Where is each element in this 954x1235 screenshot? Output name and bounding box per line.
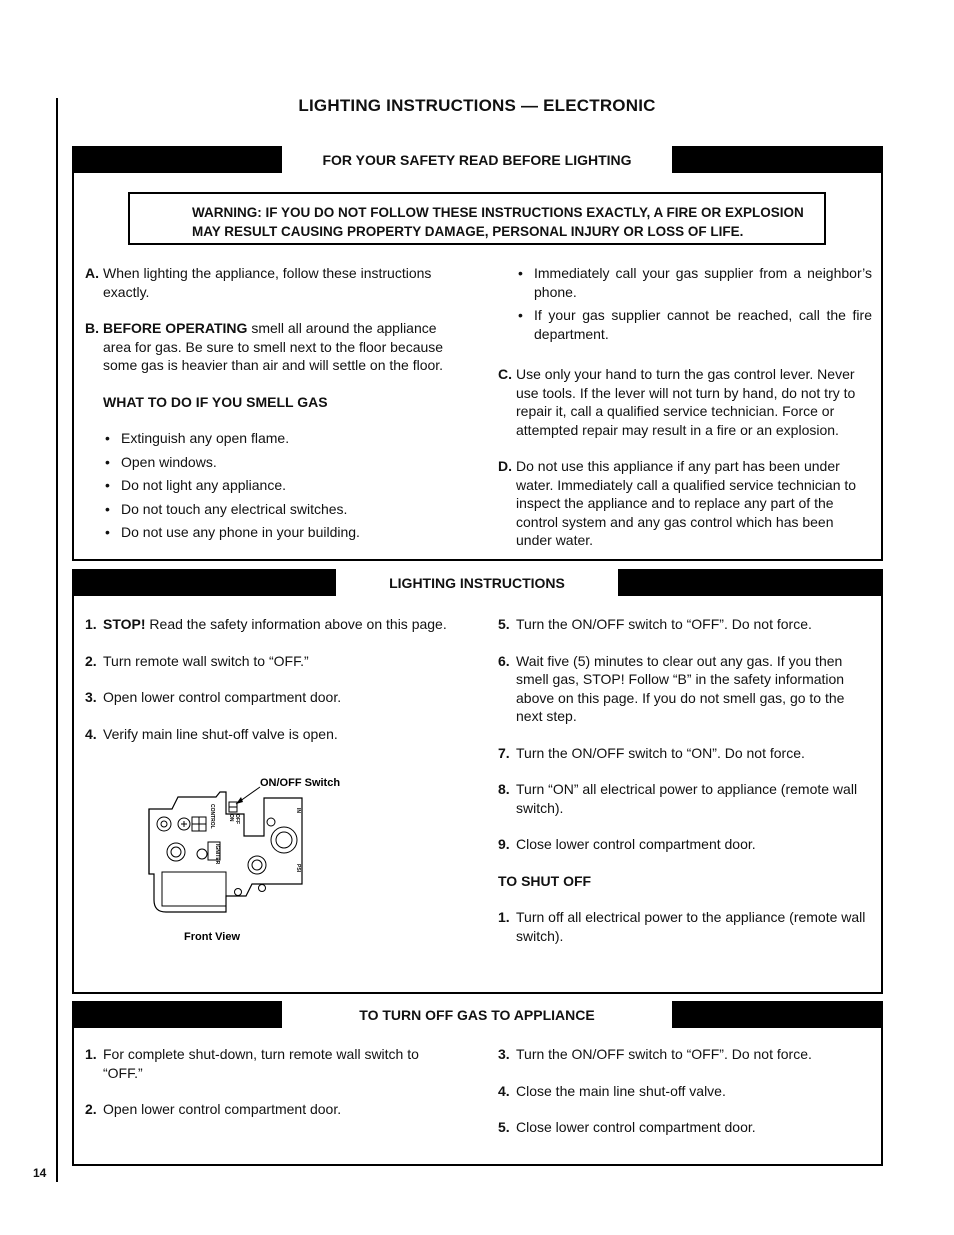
off-label: OFF bbox=[234, 814, 240, 824]
step-marker: 1. bbox=[85, 1046, 97, 1062]
front-view-caption: Front View bbox=[184, 931, 241, 943]
item-text: Use only your hand to turn the gas control lever. Never use tools. If the lever will not turn by hand, do not try to repair it, call a qualified service technician. Force or attempted repair may result in a fire or an explosion. bbox=[516, 366, 856, 438]
step-text: Open lower control compartment door. bbox=[103, 1101, 342, 1117]
list-item: • Do not touch any electrical switches. bbox=[105, 500, 348, 517]
outlet-port bbox=[248, 856, 266, 874]
turn-off-right-column bbox=[498, 1045, 872, 1155]
knob-center bbox=[171, 847, 181, 857]
step-marker: 8. bbox=[498, 781, 510, 797]
turn-off-step-5 bbox=[498, 1118, 872, 1137]
lighting-step-1 bbox=[85, 615, 465, 634]
safety-item-a bbox=[85, 264, 457, 301]
list-item: • Do not light any appliance. bbox=[105, 477, 286, 493]
step-text: Verify main line shut-off valve is open. bbox=[103, 725, 338, 742]
step-marker: 4. bbox=[85, 725, 97, 742]
safety-section bbox=[72, 146, 883, 561]
list-item: • Open windows. bbox=[105, 453, 217, 470]
lighting-step-9 bbox=[498, 835, 872, 854]
margin-rule bbox=[56, 98, 58, 1182]
list-item: • If your gas supplier cannot be reached, call the fire department. bbox=[518, 307, 872, 342]
list-item-text: Open windows. bbox=[121, 453, 217, 470]
lighting-left-column bbox=[85, 615, 465, 761]
step-marker: 9. bbox=[498, 836, 510, 852]
smell-gas-list bbox=[85, 429, 457, 542]
lighting-step-3 bbox=[85, 688, 465, 707]
turn-off-header-bar bbox=[72, 1001, 883, 1028]
list-item-text: Do not light any appliance. bbox=[121, 477, 286, 493]
item-text: smell all around the appliance area for gas. Be sure to smell next to the floor because some gas is heavier than air and will settle on the floor. bbox=[103, 320, 444, 373]
lighting-right-column bbox=[498, 615, 872, 963]
turn-off-left-column bbox=[85, 1045, 457, 1137]
step-text: Close lower control compartment door. bbox=[516, 836, 756, 852]
item-marker: C. bbox=[498, 366, 512, 382]
step-marker: 6. bbox=[498, 652, 510, 669]
step-bold-lead: STOP! bbox=[103, 616, 146, 632]
step-text: Turn off all electrical power to the appliance (remote wall switch). bbox=[516, 909, 866, 944]
step-marker: 1. bbox=[498, 909, 510, 925]
step-text: Turn the ON/OFF switch to “ON”. Do not force. bbox=[516, 744, 805, 761]
item-marker: D. bbox=[498, 458, 512, 474]
pressure-tap bbox=[267, 818, 275, 826]
inlet-label: IN bbox=[295, 808, 301, 813]
small-port bbox=[197, 849, 207, 859]
shut-off-heading: TO SHUT OFF bbox=[498, 872, 592, 889]
turn-off-step-3 bbox=[498, 1045, 872, 1064]
page-number: 14 bbox=[33, 1166, 47, 1180]
lighting-step-8 bbox=[498, 780, 872, 817]
step-text: Turn “ON” all electrical power to appliance (remote wall switch). bbox=[516, 781, 858, 816]
step-marker: 2. bbox=[85, 1101, 97, 1117]
valve-base-plate bbox=[162, 872, 226, 906]
lighting-step-2 bbox=[85, 652, 465, 671]
warning-line-2: MAY RESULT CAUSING PROPERTY DAMAGE, PERSONAL INJURY OR LOSS OF LIFE. bbox=[192, 224, 744, 239]
item-text: When lighting the appliance, follow these instructions exactly. bbox=[103, 265, 432, 300]
control-label: CONTROL bbox=[209, 804, 215, 829]
step-text: Turn the ON/OFF switch to “OFF”. Do not force. bbox=[516, 616, 812, 632]
list-item-text: Do not use any phone in your building. bbox=[121, 524, 360, 540]
lighting-header: LIGHTING INSTRUCTIONS bbox=[336, 569, 618, 596]
pilot-adjust-knob bbox=[167, 843, 185, 861]
psi-label: PSI bbox=[295, 864, 301, 873]
step-marker: 3. bbox=[85, 689, 97, 705]
step-text: Read the safety information above on this page. bbox=[149, 616, 447, 632]
shut-off-step-1 bbox=[498, 908, 872, 945]
list-item-text: Do not touch any electrical switches. bbox=[121, 500, 348, 517]
safety-item-d bbox=[498, 457, 872, 550]
safety-header: FOR YOUR SAFETY READ BEFORE LIGHTING bbox=[282, 146, 672, 173]
screw-center bbox=[161, 821, 167, 827]
step-text: Turn remote wall switch to “OFF.” bbox=[103, 652, 309, 669]
list-item-text: Extinguish any open flame. bbox=[121, 430, 290, 446]
page-title: LIGHTING INSTRUCTIONS — ELECTRONIC bbox=[298, 96, 656, 115]
igniter-label: IGNITER bbox=[214, 844, 220, 865]
smell-gas-heading: WHAT TO DO IF YOU SMELL GAS bbox=[103, 393, 328, 410]
safety-header-bar bbox=[72, 146, 883, 173]
safety-right-column bbox=[498, 264, 872, 568]
inlet-port bbox=[271, 827, 297, 853]
lighting-step-5 bbox=[498, 615, 872, 634]
step-text: Open lower control compartment door. bbox=[103, 689, 342, 705]
call-supplier-list bbox=[498, 264, 872, 343]
step-text: Close lower control compartment door. bbox=[516, 1119, 756, 1135]
step-marker: 7. bbox=[498, 744, 510, 761]
inlet-inner bbox=[276, 832, 292, 848]
step-text: Wait five (5) minutes to clear out any gas. If you then smell gas, STOP! Follow “B” in the safety information above on this page. If you do not smell gas, go to the next step. bbox=[516, 652, 845, 724]
step-marker: 5. bbox=[498, 1119, 510, 1135]
step-marker: 5. bbox=[498, 616, 510, 632]
item-text: Do not use this appliance if any part has been under water. Immediately call a qualified service technician to inspect the appliance and to replace any part of the control system and any gas control which has been under water. bbox=[516, 458, 857, 548]
turn-off-gas-section bbox=[72, 1001, 883, 1166]
item-marker: B. bbox=[85, 320, 99, 336]
warning-box bbox=[128, 192, 826, 245]
outlet-inner bbox=[252, 860, 262, 870]
list-item-text: If your gas supplier cannot be reached, call the fire department. bbox=[534, 307, 872, 342]
warning-line-1: WARNING: IF YOU DO NOT FOLLOW THESE INSTRUCTIONS EXACTLY, A FIRE OR EXPLOSION bbox=[192, 205, 804, 220]
turn-off-step-2 bbox=[85, 1100, 457, 1119]
lighting-section bbox=[72, 569, 883, 994]
mount-hole bbox=[235, 889, 242, 896]
step-marker: 3. bbox=[498, 1046, 510, 1062]
item-marker: A. bbox=[85, 265, 99, 281]
mount-hole bbox=[259, 885, 266, 892]
list-item: • Do not use any phone in your building. bbox=[105, 524, 360, 540]
safety-item-b bbox=[85, 319, 457, 375]
on-off-switch-label: ON/OFF Switch bbox=[260, 777, 341, 789]
list-item-text: Immediately call your gas supplier from a neighbor’s phone. bbox=[534, 265, 872, 300]
step-marker: 4. bbox=[498, 1082, 510, 1099]
step-text: For complete shut-down, turn remote wall switch to “OFF.” bbox=[103, 1046, 419, 1081]
step-marker: 1. bbox=[85, 616, 97, 632]
list-item: • Immediately call your gas supplier from a neighbor’s phone. bbox=[518, 265, 872, 300]
safety-left-column bbox=[85, 264, 457, 547]
step-text: Close the main line shut-off valve. bbox=[516, 1082, 726, 1099]
safety-item-c bbox=[498, 365, 872, 439]
lighting-step-7 bbox=[498, 744, 872, 763]
gas-valve-diagram bbox=[144, 764, 341, 944]
turn-off-header: TO TURN OFF GAS TO APPLIANCE bbox=[282, 1001, 672, 1028]
top-left-screw bbox=[157, 817, 171, 831]
lighting-step-4 bbox=[85, 725, 465, 744]
on-label: ON bbox=[228, 814, 234, 822]
lighting-step-6 bbox=[498, 652, 872, 726]
turn-off-step-1 bbox=[85, 1045, 457, 1082]
step-marker: 2. bbox=[85, 652, 97, 669]
list-item: • Extinguish any open flame. bbox=[105, 430, 290, 446]
turn-off-step-4 bbox=[498, 1082, 872, 1101]
step-text: Turn the ON/OFF switch to “OFF”. Do not force. bbox=[516, 1046, 812, 1062]
item-bold-lead: BEFORE OPERATING bbox=[103, 320, 248, 336]
lighting-header-bar bbox=[72, 569, 883, 596]
